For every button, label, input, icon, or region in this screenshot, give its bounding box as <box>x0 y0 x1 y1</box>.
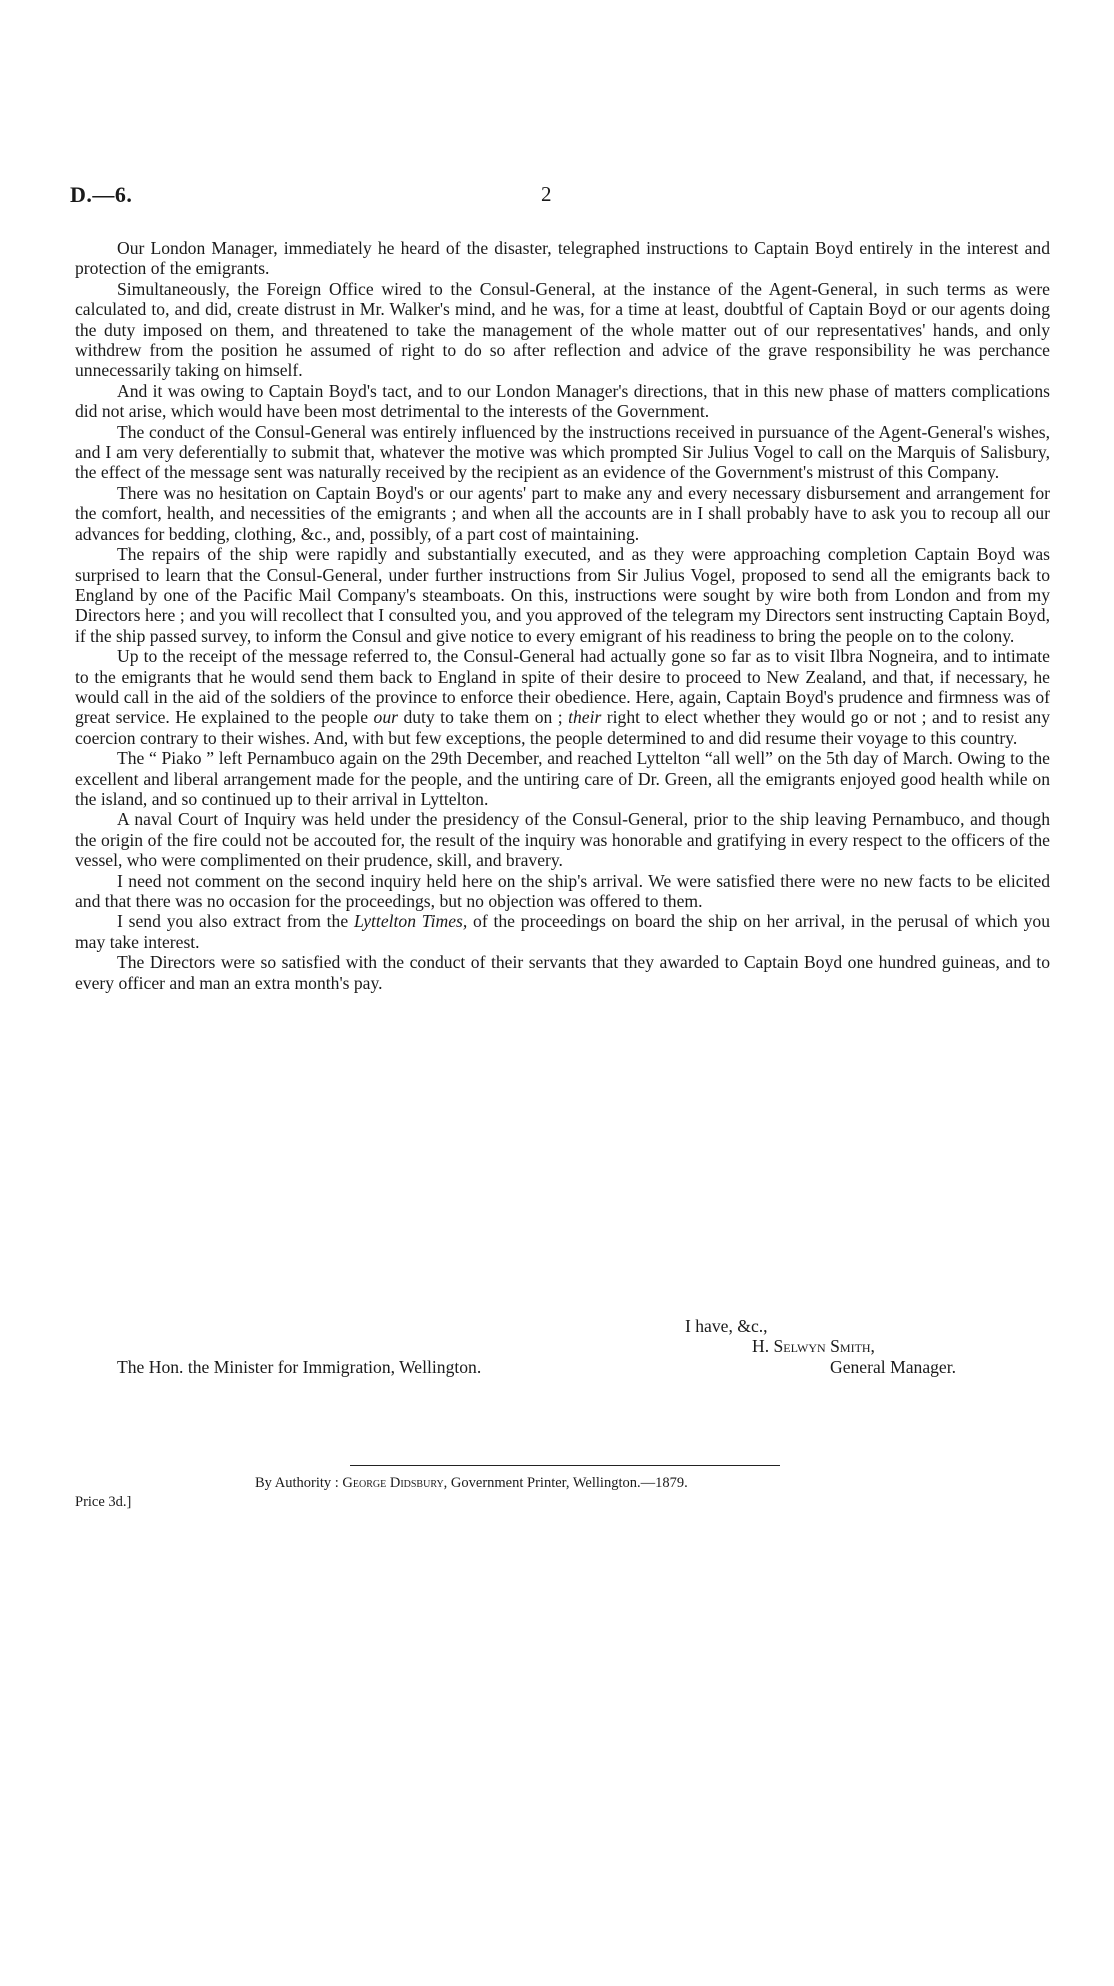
paragraph: The repairs of the ship were rapidly and substantially executed, and as they were approaching completion Captain Boyd was surprised to learn that the Consul-General, under further instructions from Sir Julius Vogel, proposed to send all the emigrants back to England by one of the Pacific Mail Company's steamboats. On this, instructions were sought by wire both from London and from my Directors here ; and you will recollect that I consulted you, and you approved of the telegram my Directors sent instructing Captain Boyd, if the ship passed survey, to inform the Consul and give notice to every emigrant of his readiness to bring the people on to the colony. <box>75 544 1050 646</box>
paragraph: I need not comment on the second inquiry held here on the ship's arrival. We were satisfied there were no new facts to be elicited and that there was no occasion for the proceedings, but no objection was offered to them. <box>75 870 1050 911</box>
addressee-line: The Hon. the Minister for Immigration, Wellington. <box>117 1357 482 1377</box>
newspaper-title: Lyttelton Times, <box>353 911 468 932</box>
imprint-prefix: By Authority : <box>255 1475 339 1491</box>
signatory-name: H. Selwyn Smith, <box>752 1336 875 1356</box>
emphasis-text: their <box>568 707 602 728</box>
paragraph: Our London Manager, immediately he heard of the disaster, telegraphed instructions to Captain Boyd entirely in the interest and protection of the emigrants. <box>75 238 1050 279</box>
emphasis-text: our <box>373 707 398 728</box>
paragraph-text: of the proceedings on board the ship on her arrival, in the perusal of which you may take interest. <box>75 911 1050 952</box>
paragraph: The Directors were so satisfied with the conduct of their servants that they awarded to Captain Boyd one hundred guineas, and to every officer and man an extra month's pay. <box>75 952 1050 993</box>
paragraph-text: Up to the receipt of the message referred to, the Consul-General had actually gone so far as to visit Ilbra Nogneira, and to intimate to the emigrants that he would send them back to England in spite of their desire to proceed to New Zealand, and that, if necessary, he would call in the aid of the soldiers of the province to enforce their obedience. Here, again, Captain Boyd's prudence and firmness was of great service. He explained to the people <box>75 646 1050 728</box>
signoff-block <box>75 1316 1050 1406</box>
imprint-suffix: Government Printer, Wellington.—1879. <box>450 1475 688 1491</box>
paragraph-text: I send you also extract from the <box>117 911 354 932</box>
closing-line: I have, &c., <box>685 1316 768 1336</box>
paragraph: There was no hesitation on Captain Boyd's or our agents' part to make any and every necessary disbursement and arrangement for the comfort, health, and necessities of the emigrants ; and when all the accounts are in I shall probably have to ask you to recoup all our advances for bedding, clothing, &c., and, possibly, of a part cost of maintaining. <box>75 482 1050 544</box>
paragraph: The “ Piako ” left Pernambuco again on the 29th December, and reached Lyttelton “all well” on the 5th day of March. Owing to the excellent and liberal arrangement made for the people, and the untiring care of Dr. Green, all the emigrants enjoyed good health while on the island, and so continued up to their arrival in Lyttelton. <box>75 748 1050 809</box>
document-code: D.—6. <box>70 182 133 207</box>
paragraph-text: right to elect whether they would go or not ; and to resist any coercion contrary to their wishes. And, with but few exceptions, the people determined to and did resume their voyage to this country. <box>75 707 1050 748</box>
paragraph-text: duty to take them on ; <box>398 707 569 728</box>
page-header <box>70 182 1050 212</box>
paragraph: The conduct of the Consul-General was entirely influenced by the instructions received in pursuance of the Agent-General's wishes, and I am very deferentially to submit that, whatever the motive was which prompted Sir Julius Vogel to call on the Marquis of Salisbury, the effect of the message sent was naturally received by the recipient as an evidence of the Government's mistrust of this Company. <box>75 421 1050 483</box>
paragraph: And it was owing to Captain Boyd's tact, and to our London Manager's directions, that in this new phase of matters complications did not arise, which would have been most detrimental to the interests of the Government. <box>75 380 1050 422</box>
footer-divider <box>350 1465 780 1466</box>
printer-imprint <box>255 1475 688 1492</box>
paragraph <box>75 646 1050 748</box>
signatory-title: General Manager. <box>830 1357 957 1377</box>
paragraph: A naval Court of Inquiry was held under the presidency of the Consul-General, prior to the ship leaving Pernambuco, and though the origin of the fire could not be accouted for, the result of the inquiry was honorable and gratifying in every respect to the officers of the vessel, who were complimented on their prudence, skill, and bravery. <box>75 809 1050 871</box>
paragraph: Simultaneously, the Foreign Office wired to the Consul-General, at the instance of the Agent-General, in such terms as were calculated to, and did, create distrust in Mr. Walker's mind, and he was, for a time at least, doubtful of Captain Boyd or our agents doing the duty imposed on them, and threatened to take the management of the whole matter out of our representatives' hands, and only withdrew from the position he assumed of right to do so after reflection and advice of the grave responsibility he was perchance unnecessarily taking on himself. <box>75 278 1050 381</box>
letter-body <box>75 238 1050 993</box>
imprint-printer: George Didsbury, <box>342 1475 448 1491</box>
page-number: 2 <box>541 182 552 206</box>
price-label: Price 3d.] <box>75 1494 132 1510</box>
paragraph <box>75 911 1050 952</box>
